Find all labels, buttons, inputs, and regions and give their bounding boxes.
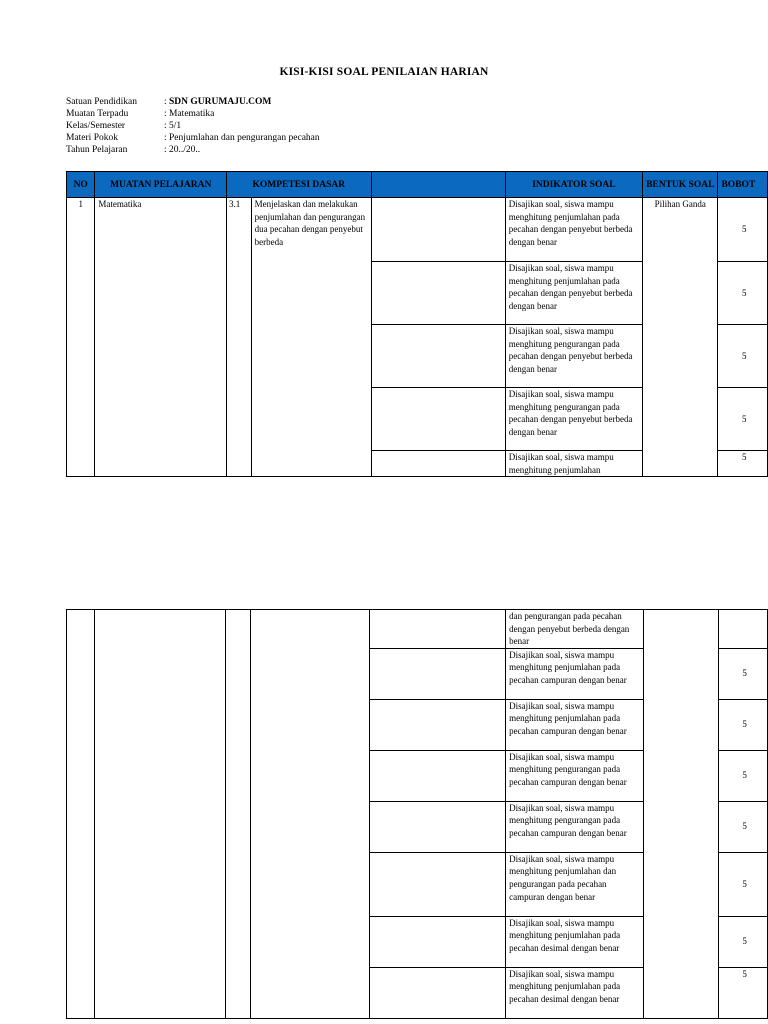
info-row-kelas [66,120,320,132]
blank-cell [371,388,505,451]
bobot-cell: 5 [718,451,768,477]
indicator-cell: Disajikan soal, siswa mampu menghitung penjumlahan pada pecahan dengan penyebut berbeda dengan benar [505,198,642,262]
kisi-kisi-table-page-1 [66,171,768,477]
bobot-cell: 5 [718,325,768,388]
bobot-cell: 5 [719,699,768,750]
school-name: SDN GURUMAJU.COM [169,97,272,107]
kd-text-cell [250,610,369,1019]
blank-cell [370,610,506,649]
indicator-cell: Disajikan soal, siswa mampu menghitung penjumlahan pada pecahan campuran dengan benar [506,699,644,750]
bobot-cell [719,610,768,649]
indicator-cell: Disajikan soal, siswa mampu menghitung penjumlahan pada pecahan dengan penyebut berbeda dengan benar [505,262,642,325]
info-block [66,96,320,156]
indicator-cell: Disajikan soal, siswa mampu menghitung penjumlahan [505,451,642,477]
info-label: Materi Pokok [66,133,118,143]
info-label: Muatan Terpadu [66,109,129,119]
table-row [67,198,768,262]
blank-cell [370,916,506,967]
header-indikator: INDIKATOR SOAL [505,172,642,198]
muatan-cell: Matematika [95,198,227,477]
document-title: KISI-KISI SOAL PENILAIAN HARIAN [279,66,489,78]
blank-cell [371,262,505,325]
indicator-cell: Disajikan soal, siswa mampu menghitung pengurangan pada pecahan dengan penyebut berbeda dengan benar [505,325,642,388]
blank-cell [370,967,506,1018]
blank-cell [371,198,505,262]
info-label: Kelas/Semester [66,121,126,131]
info-value: : SDN GURUMAJU.COM [164,97,272,107]
indicator-cell: Disajikan soal, siswa mampu menghitung pengurangan pada pecahan campuran dengan benar [506,801,644,852]
blank-cell [370,852,506,916]
bentuk-cell [644,610,719,1019]
bobot-cell: 5 [719,750,768,801]
indicator-cell: Disajikan soal, siswa mampu menghitung pengurangan pada pecahan dengan penyebut berbeda dengan benar [505,388,642,451]
blank-cell [370,750,506,801]
blank-cell [370,801,506,852]
table-row [67,610,768,649]
muatan-cell [95,610,226,1019]
bobot-cell: 5 [719,801,768,852]
indicator-cell: Disajikan soal, siswa mampu menghitung pengurangan pada pecahan campuran dengan benar [506,750,644,801]
row-number: 1 [67,198,95,477]
info-row-tahun [66,144,320,156]
indicator-cell: Disajikan soal, siswa mampu menghitung penjumlahan dan pengurangan pada pecahan campuran dengan benar [506,852,644,916]
info-row-muatan [66,108,320,120]
kd-text: Menjelaskan dan melakukan penjumlahan dan pengurangan dua pecahan dengan penyebut berbeda [251,198,371,477]
header-no: NO [67,172,95,198]
indicator-cell: Disajikan soal, siswa mampu menghitung penjumlahan pada pecahan desimal dengan benar [506,916,644,967]
bobot-cell: 5 [719,916,768,967]
info-row-satuan [66,96,320,108]
info-value: : 5/1 [164,121,182,131]
header-bobot: BOBOT [718,172,768,198]
blank-cell [370,648,506,699]
header-muatan: MUATAN PELAJARAN [95,172,227,198]
no-cell [67,610,95,1019]
header-blank [371,172,505,198]
bentuk-cell: Pilihan Ganda [643,198,718,477]
header-bentuk: BENTUK SOAL [643,172,718,198]
blank-cell [370,699,506,750]
header-row [67,172,768,198]
info-value: : 20../20.. [164,145,201,155]
info-value: : Penjumlahan dan pengurangan pecahan [164,133,320,143]
bobot-cell: 5 [719,852,768,916]
kd-number: 3.1 [227,198,252,477]
blank-cell [371,325,505,388]
info-label: Tahun Pelajaran [66,145,128,155]
kisi-kisi-table-page-2 [66,609,768,1019]
bobot-cell: 5 [718,388,768,451]
bobot-cell: 5 [719,967,768,1018]
blank-cell [371,451,505,477]
header-kompetensi: KOMPETESI DASAR [227,172,372,198]
info-label: Satuan Pendidikan [66,97,137,107]
indicator-cell: Disajikan soal, siswa mampu menghitung penjumlahan pada pecahan desimal dengan benar [506,967,644,1018]
info-value: : Matematika [164,109,215,119]
info-row-materi [66,132,320,144]
kd-number-cell [226,610,250,1019]
bobot-cell: 5 [718,262,768,325]
bobot-cell: 5 [719,648,768,699]
indicator-cell: Disajikan soal, siswa mampu menghitung penjumlahan pada pecahan campuran dengan benar [506,648,644,699]
indicator-continuation: dan pengurangan pada pecahan dengan penyebut berbeda dengan benar [506,610,644,649]
bobot-cell: 5 [718,198,768,262]
